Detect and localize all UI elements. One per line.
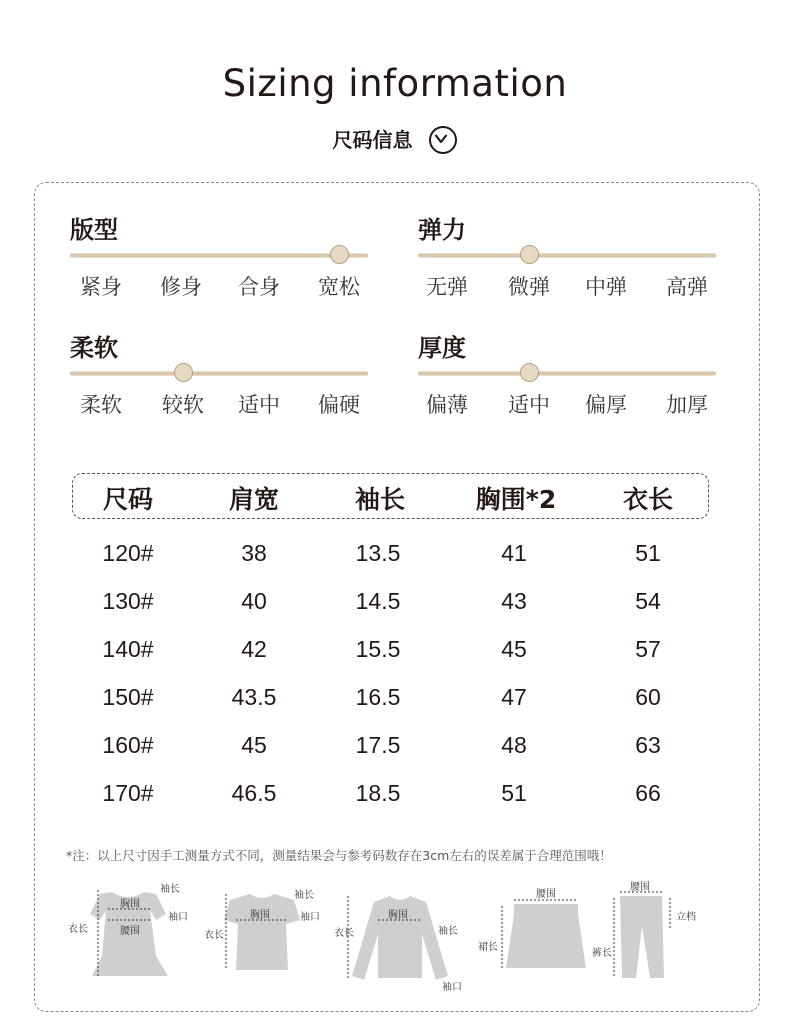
option-label: 偏厚 (585, 393, 627, 417)
table-header-size: 尺码 (102, 485, 153, 514)
pants-diagram (592, 880, 712, 985)
table-cell: 150# (102, 684, 154, 710)
table-cell: 43.5 (231, 684, 277, 710)
measurement-note: *注：以上尺寸因手工测量方式不同，测量结果会与参考码数存在3cm左右的误差属于合理范围哦！ (66, 848, 612, 863)
scale-track (418, 371, 716, 376)
tshirt-length-label: 衣长 (204, 930, 224, 941)
scale-track (70, 371, 368, 376)
scale-knob (520, 363, 539, 382)
tshirt-cuff-label: 袖口 (300, 912, 320, 923)
table-cell: 140# (102, 636, 154, 662)
chevron-down-icon (429, 126, 457, 154)
scale-knob (174, 363, 193, 382)
pants-rise-label: 立档 (676, 912, 696, 923)
option-label: 柔软 (80, 393, 122, 417)
option-label: 较软 (162, 393, 204, 417)
attribute-softness (70, 328, 368, 417)
table-cell: 41 (501, 540, 527, 566)
page-title: Sizing information (222, 62, 568, 105)
sweater-cuff-label: 袖口 (442, 982, 462, 993)
option-label: 适中 (238, 393, 280, 417)
dress-sleeve-label: 袖长 (160, 884, 180, 895)
table-cell: 60 (635, 684, 661, 710)
table-header-sleeve: 袖长 (354, 485, 405, 514)
table-cell: 17.5 (355, 732, 401, 758)
option-label: 偏硬 (318, 393, 360, 417)
table-cell: 14.5 (355, 588, 401, 614)
dress-diagram (60, 876, 200, 986)
tshirt-diagram (200, 884, 340, 979)
skirt-waist-label: 腰围 (536, 889, 556, 900)
option-label: 加厚 (666, 393, 708, 417)
table-cell: 13.5 (355, 540, 401, 566)
scale-knob (520, 245, 539, 264)
scale-track (70, 253, 368, 258)
option-label: 修身 (160, 275, 202, 299)
attribute-label: 柔软 (70, 334, 118, 362)
table-cell: 18.5 (355, 780, 401, 806)
table-cell: 45 (501, 636, 527, 662)
option-label: 合身 (238, 275, 280, 299)
table-cell: 120# (102, 540, 154, 566)
option-label: 微弹 (508, 275, 550, 299)
option-label: 无弹 (426, 275, 468, 299)
option-label: 偏薄 (426, 393, 468, 417)
table-cell: 170# (102, 780, 154, 806)
table-cell: 46.5 (231, 780, 277, 806)
skirt-diagram (474, 884, 594, 984)
table-cell: 15.5 (355, 636, 401, 662)
dress-waist-label: 腰围 (120, 926, 140, 937)
skirt-length-label: 裙长 (478, 942, 498, 953)
sweater-length-label: 衣长 (334, 928, 354, 939)
table-cell: 48 (501, 732, 527, 758)
scale-knob (330, 245, 349, 264)
table-header-length: 衣长 (622, 485, 673, 514)
dress-length-label: 衣长 (68, 924, 88, 935)
sweater-diagram (330, 884, 475, 999)
table-cell: 51 (501, 780, 527, 806)
tshirt-chest-label: 胸围 (250, 910, 270, 921)
table-cell: 40 (241, 588, 267, 614)
table-cell: 38 (241, 540, 267, 566)
tshirt-sleeve-label: 袖长 (294, 890, 314, 901)
table-cell: 45 (241, 732, 267, 758)
attribute-label: 版型 (70, 216, 118, 244)
option-label: 宽松 (318, 275, 360, 299)
dress-cuff-label: 袖口 (168, 912, 188, 923)
subtitle-text: 尺码信息 (332, 128, 413, 152)
table-cell: 57 (635, 636, 661, 662)
attribute-fit (70, 210, 368, 299)
table-cell: 54 (635, 588, 661, 614)
option-label: 适中 (508, 393, 550, 417)
table-cell: 51 (635, 540, 661, 566)
table-cell: 63 (635, 732, 661, 758)
attribute-elasticity (418, 210, 716, 299)
table-header-chest: 胸围*2 (475, 485, 557, 514)
option-label: 紧身 (80, 275, 122, 299)
attribute-thickness (418, 328, 716, 417)
table-cell: 42 (241, 636, 267, 662)
option-label: 高弹 (666, 275, 708, 299)
pants-waist-label: 腰围 (630, 882, 650, 893)
table-header-shoulder: 肩宽 (228, 485, 279, 514)
table-cell: 43 (501, 588, 527, 614)
sweater-sleeve-label: 袖长 (438, 926, 458, 937)
attribute-label: 厚度 (418, 334, 466, 362)
table-cell: 66 (635, 780, 661, 806)
section-subtitle (0, 124, 790, 156)
option-label: 中弹 (585, 275, 627, 299)
attribute-label: 弹力 (418, 216, 466, 244)
table-cell: 130# (102, 588, 154, 614)
table-cell: 160# (102, 732, 154, 758)
table-cell: 47 (501, 684, 527, 710)
table-cell: 16.5 (355, 684, 401, 710)
dress-chest-label: 胸围 (120, 899, 140, 910)
scale-track (418, 253, 716, 258)
sweater-chest-label: 胸围 (388, 910, 408, 921)
pants-length-label: 裤长 (592, 948, 612, 959)
